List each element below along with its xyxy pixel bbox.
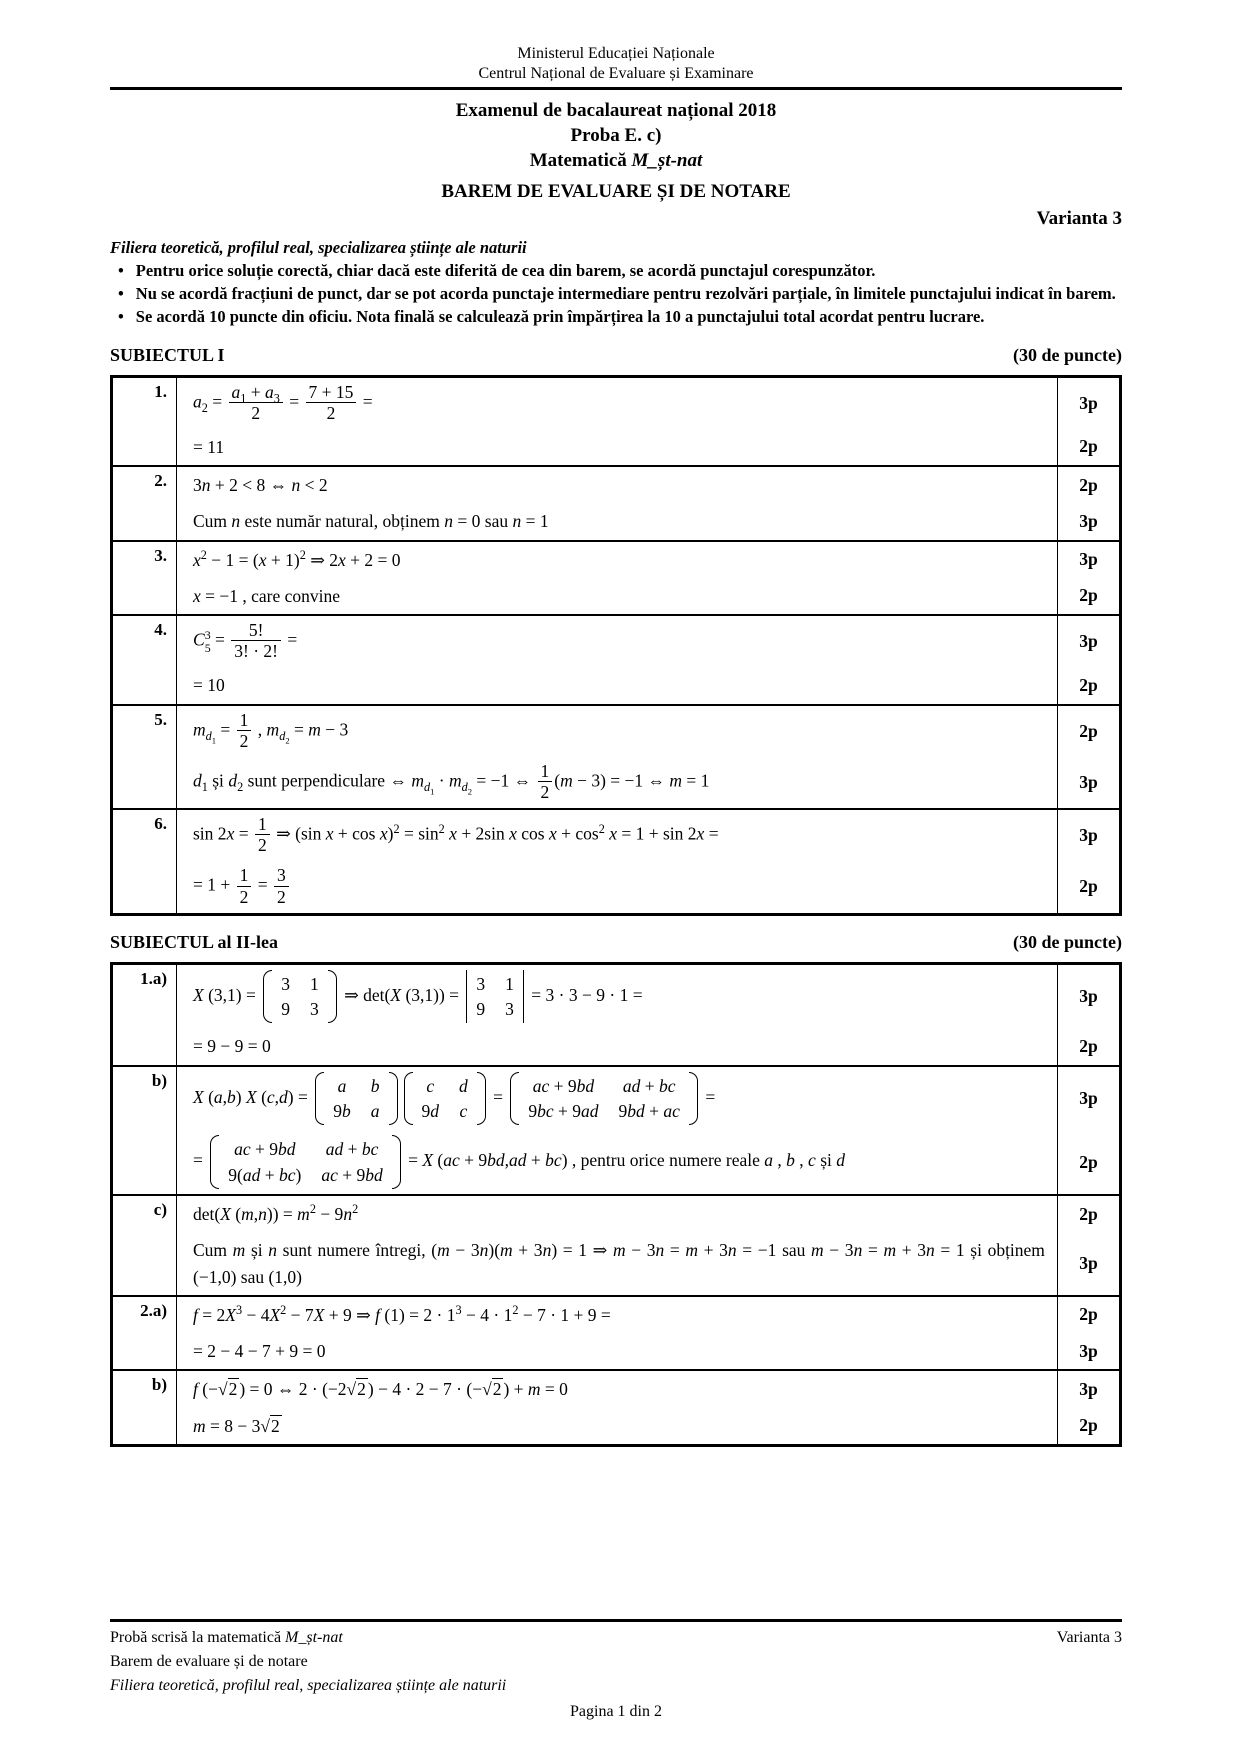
page-footer	[110, 1619, 1122, 1724]
points-value: 2p	[1079, 720, 1098, 741]
footer-variant: Varianta 3	[1056, 1629, 1122, 1646]
points-cell	[1057, 667, 1119, 703]
points-value: 3p	[1079, 392, 1098, 413]
points-cell	[1057, 542, 1119, 578]
row-number: 1.	[113, 378, 177, 466]
solution-line	[177, 706, 1119, 757]
solution-line	[177, 1067, 1119, 1131]
row-number: 5.	[113, 706, 177, 809]
barem-title: BAREM DE EVALUARE ȘI DE NOTARE	[441, 181, 791, 203]
table-row	[113, 378, 1119, 468]
solution-content: X (3,1) = 3 1 9 3 ⇒ det(X (3,1)) = 3 1 9 3 = 3 · 3 − 9 · 1 =	[177, 965, 1057, 1029]
points-value: 2p	[1079, 1151, 1098, 1172]
solution-content: $x^2 - 1 = (x + 1)^2$ ⇒ 2x + 2 = 0	[193, 547, 401, 570]
solution-line	[177, 616, 1119, 667]
solution-content: 3n + 2 < 8 ⇔ n < 2	[193, 475, 328, 496]
solution-line	[177, 503, 1119, 539]
points-cell	[1057, 578, 1119, 614]
header-rule	[110, 87, 1122, 90]
subject2-points-total: (30 de puncte)	[1013, 931, 1122, 952]
subject-line	[110, 148, 1122, 173]
points-cell	[1057, 378, 1119, 429]
solution-content: m = 8 − 3√2	[193, 1415, 280, 1436]
row-lines	[177, 542, 1119, 615]
row-number: 6.	[113, 810, 177, 913]
page-number: Pagina 1 din 2	[570, 1703, 662, 1720]
points-cell	[1057, 467, 1119, 503]
points-cell	[1057, 1333, 1119, 1369]
points-cell	[1057, 1130, 1119, 1194]
solution-line	[177, 1196, 1119, 1232]
table-row	[113, 1067, 1119, 1197]
points-cell	[1057, 757, 1119, 808]
solution-line	[177, 429, 1119, 465]
solution-line	[177, 378, 1119, 429]
table-row	[113, 965, 1119, 1067]
proba-line: Proba E. c)	[570, 125, 662, 147]
table-row	[113, 467, 1119, 542]
solution-content: X (a,b) X (c,d) = a b 9b a c d 9d c = ac + 9bd ad + bc 9bc + 9ad 9bd + ac =	[177, 1067, 1057, 1131]
points-value: 3p	[1079, 1340, 1098, 1361]
subject1-points-total: (30 de puncte)	[1013, 344, 1122, 365]
points-cell	[1057, 1232, 1119, 1295]
subject-name: Matematică	[529, 150, 627, 172]
solution-content: Cum n este număr natural, obținem n = 0 sau n = 1	[193, 511, 549, 532]
row-lines	[177, 1067, 1119, 1195]
row-number: 1.a)	[113, 965, 177, 1065]
table-row	[113, 616, 1119, 706]
points-cell	[1057, 965, 1119, 1029]
row-lines	[177, 1196, 1119, 1295]
table-row	[113, 1196, 1119, 1297]
note-bullet	[110, 283, 1122, 306]
points-value: 2p	[1079, 436, 1098, 457]
solution-content: det(X $(m,n)) = m^2 - 9n^2$	[193, 1202, 359, 1225]
row-number: b)	[113, 1067, 177, 1195]
footer-rule	[110, 1619, 1122, 1622]
points-value: 2p	[1079, 585, 1098, 606]
solution-line	[177, 1333, 1119, 1369]
points-cell	[1057, 706, 1119, 757]
solution-line	[177, 1371, 1119, 1407]
solution-content: $m_{d_1}$ = $\frac{1}{2}$ , $m_{d_2} = m - 3$	[193, 709, 349, 751]
points-value: 2p	[1079, 876, 1098, 897]
points-value: 2p	[1079, 1035, 1098, 1056]
footer-line1	[110, 1626, 1122, 1650]
subject1-table	[110, 375, 1122, 916]
solution-content: = 10	[193, 675, 225, 696]
table-row	[113, 542, 1119, 617]
row-number: b)	[113, 1371, 177, 1444]
solution-line	[177, 1408, 1119, 1444]
solution-content: x = −1 , care convine	[193, 585, 341, 606]
row-lines	[177, 965, 1119, 1065]
points-cell	[1057, 1028, 1119, 1064]
bullet-icon: •	[118, 306, 124, 326]
points-value: 3p	[1079, 631, 1098, 652]
subject2-section	[110, 932, 1122, 1447]
points-cell	[1057, 1371, 1119, 1407]
solution-content: $f = 2X^3 - 4X^2 - 7X + 9$ ⇒ f $(1) = 2 \cdot 1^3 - 4 \cdot 1^2 - 7 \cdot 1 + 9$ =	[193, 1303, 611, 1325]
table-row	[113, 1371, 1119, 1444]
row-lines	[177, 378, 1119, 466]
solution-content: f (−√2 ) = 0 ⇔ 2 · (−2√2 ) − 4 · 2 − 7 · (−√2 ) + m = 0	[193, 1379, 568, 1400]
note-text: Se acordă 10 puncte din oficiu. Nota finală se calculează prin împărțirea la 10 a punctajului total acordat pentru lucrare.	[135, 306, 985, 326]
bullet-icon: •	[118, 261, 124, 281]
subject-code: M_șt-nat	[631, 150, 703, 172]
solution-line	[177, 757, 1119, 808]
solution-content: = 9 − 9 = 0	[193, 1036, 271, 1057]
solution-content: $a_2$ = $\frac{a_1 + a_3}{2}$ = $\frac{7 + 15}{2}$ =	[193, 381, 373, 423]
subject2-table	[110, 962, 1122, 1447]
solution-content: = ac + 9bd ad + bc 9(ad + bc) ac + 9bd = X (ac + 9bd,ad + bc) , pentru orice numere reale a , b , c și d	[177, 1130, 1057, 1194]
solution-line	[177, 1232, 1119, 1295]
page-header	[110, 44, 1122, 84]
subject2-heading: SUBIECTUL al II-lea	[110, 931, 279, 952]
table-row	[113, 810, 1119, 913]
points-value: 3p	[1079, 771, 1098, 792]
points-value: 3p	[1079, 825, 1098, 846]
title-block	[110, 98, 1122, 204]
ministry-line: Ministerul Educației Naționale	[517, 45, 715, 62]
solution-content: = 11	[193, 436, 225, 457]
footer-line2: Barem de evaluare și de notare	[110, 1653, 308, 1670]
subject1-section	[110, 345, 1122, 916]
solution-line	[177, 578, 1119, 614]
solution-line	[177, 965, 1119, 1029]
row-lines	[177, 1297, 1119, 1370]
row-number: 2.	[113, 467, 177, 540]
row-number: 3.	[113, 542, 177, 615]
points-value: 2p	[1079, 1203, 1098, 1224]
row-number: 2.a)	[113, 1297, 177, 1370]
row-lines	[177, 706, 1119, 809]
solution-line	[177, 467, 1119, 503]
center-line: Centrul Național de Evaluare și Examinare	[478, 65, 754, 82]
row-number: c)	[113, 1196, 177, 1295]
note-bullet	[110, 306, 1122, 329]
solution-content: C 3 5 = $\frac{5!}{3! \cdot 2!}$ =	[193, 620, 298, 662]
subject1-heading: SUBIECTUL I	[110, 344, 225, 365]
solution-line	[177, 542, 1119, 578]
bullet-icon: •	[118, 284, 124, 304]
solution-content: = 2 − 4 − 7 + 9 = 0	[193, 1341, 326, 1362]
row-lines	[177, 616, 1119, 704]
table-row	[113, 706, 1119, 811]
table-row	[113, 1297, 1119, 1372]
points-value: 2p	[1079, 474, 1098, 495]
points-value: 3p	[1079, 549, 1098, 570]
solution-content: = 1 + $\frac{1}{2}$ = $\frac{3}{2}$	[177, 861, 1057, 912]
points-cell	[1057, 810, 1119, 861]
points-value: 3p	[1079, 985, 1098, 1006]
points-value: 2p	[1079, 1304, 1098, 1325]
solution-content: sin 2x = $\frac{1}{2}$ ⇒ (sin $x + \cos x)^2 = \sin^2 x + 2\sin$ x $\cos x + \cos^2 x = 1 + \sin 2x$ =	[193, 814, 719, 856]
footer-proba-code: M_șt-nat	[285, 1629, 343, 1646]
footer-proba-text: Probă scrisă la matematică	[110, 1629, 286, 1646]
row-lines	[177, 810, 1119, 913]
footer-proba	[110, 1626, 343, 1650]
points-value: 3p	[1079, 510, 1098, 531]
note-text: Nu se acordă fracțiuni de punct, dar se pot acorda punctaje intermediare pentru rezolvări parțiale, în limitele punctajului indicat în barem.	[135, 284, 1116, 304]
row-lines	[177, 1371, 1119, 1444]
points-value: 2p	[1079, 1415, 1098, 1436]
points-cell	[1057, 1196, 1119, 1232]
points-value: 3p	[1079, 1087, 1098, 1108]
variant-label: Varianta 3	[1036, 208, 1122, 230]
row-number: 4.	[113, 616, 177, 704]
note-text: Pentru orice soluție corectă, chiar dacă este diferită de cea din barem, se acordă punctajul corespunzător.	[135, 261, 876, 281]
points-value: 3p	[1079, 1378, 1098, 1399]
exam-title: Examenul de bacalaureat național 2018	[455, 100, 777, 121]
points-cell	[1057, 1408, 1119, 1444]
solution-line	[177, 861, 1119, 912]
filiera-line: Filiera teoretică, profilul real, specializarea științe ale naturii	[110, 238, 527, 258]
points-value: 2p	[1079, 674, 1098, 695]
row-lines	[177, 467, 1119, 540]
points-cell	[1057, 861, 1119, 912]
solution-line	[177, 667, 1119, 703]
solution-line	[177, 810, 1119, 861]
solution-content: $d_1$ și $d_2$ sunt perpendiculare ⇔ $m_{d_1} \cdot m_{d_2} = -1$ ⇔ $\frac{1}{2}$ (m − 3) = −1 ⇔ m = 1	[193, 760, 710, 803]
points-cell	[1057, 616, 1119, 667]
subject2-heading-row	[110, 932, 1122, 953]
solution-content: Cum m și n sunt numere întregi, (m − 3n)(m + 3n) = 1 ⇒ m − 3n = m + 3n = −1 sau m − 3n = m + 3n = 1 și obținem (−1,0) sau (1,0)	[193, 1240, 1045, 1287]
footer-line3: Filiera teoretică, profilul real, specializarea științe ale naturii	[110, 1677, 507, 1694]
points-value: 3p	[1079, 1253, 1098, 1274]
subject1-heading-row	[110, 345, 1122, 366]
points-cell	[1057, 1297, 1119, 1333]
solution-line	[177, 1028, 1119, 1064]
points-cell	[1057, 503, 1119, 539]
note-bullet	[110, 260, 1122, 283]
solution-line	[177, 1297, 1119, 1333]
points-cell	[1057, 1067, 1119, 1131]
points-cell	[1057, 429, 1119, 465]
solution-line	[177, 1130, 1119, 1194]
